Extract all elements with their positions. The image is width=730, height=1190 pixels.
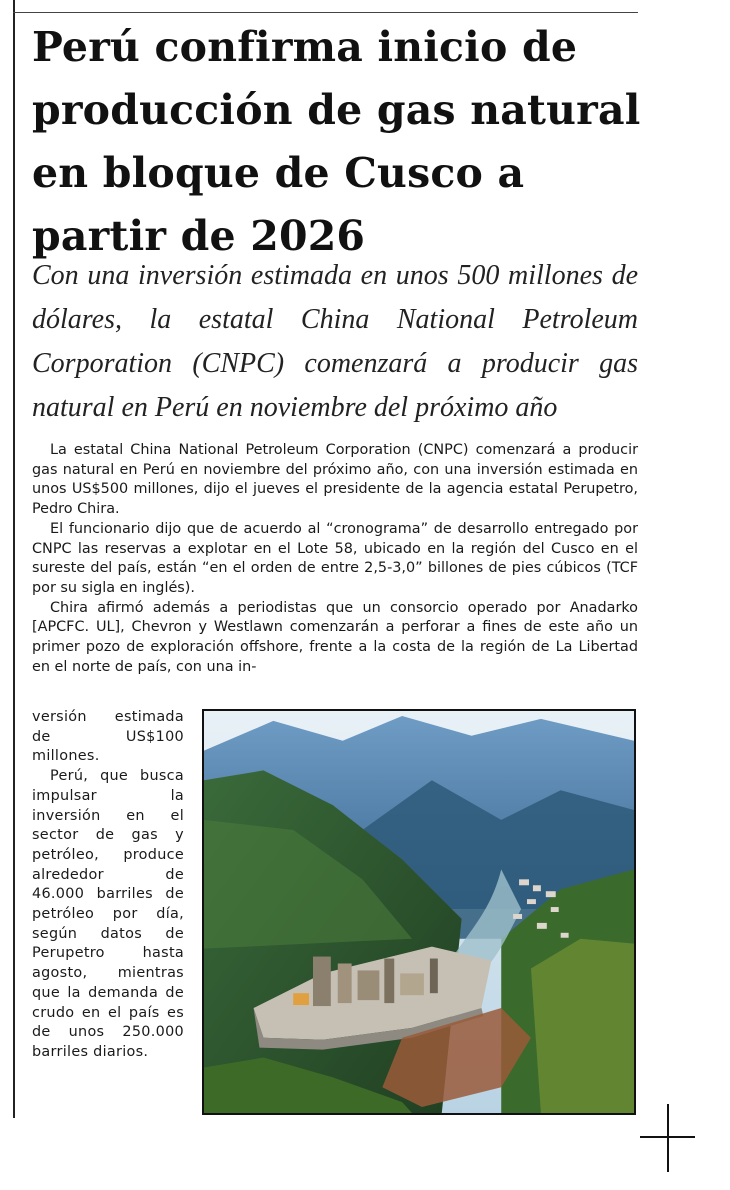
article-photo — [202, 709, 636, 1115]
page-left-rule — [13, 0, 15, 1118]
body-paragraph: El funcionario dijo que de acuerdo al “cronograma” de desarrollo entregado por CNPC las reservas a explotar en el Lote 58, ubicado en la región del Cusco en el sureste del país, están “en el orden de entre 2,5-3,0” billones de pies cúbicos (TCF por su sigla en inglés). — [32, 520, 638, 596]
body-paragraph: Chira afirmó además a periodistas que un consorcio operado por Anadarko [APCFC. UL], Chevron y Westlawn comenzarán a perforar a fines de este año un primer pozo de exploración offshore, frente a la costa de la región de La Libertad en el norte de país, con una in- — [32, 599, 638, 675]
article-subheadline: Con una inversión estimada en unos 500 millones de dólares, la estatal China National Petroleum Corporation (CNPC) comenzará a producir gas natural en Perú en noviembre del próximo año — [32, 260, 638, 423]
body-paragraph: Perú, que busca impulsar la inversión en el sector de gas y petróleo, produce alrededor de 46.000 barriles de petróleo por día, según datos de Perupetro hasta agosto, mientras que la demanda de crudo en el país es de unos 250.000 barriles diarios. — [32, 768, 184, 1060]
photo-right-foliage — [531, 939, 634, 1113]
body-paragraph: La estatal China National Petroleum Corporation (CNPC) comenzará a producir gas natural en Perú en noviembre del próximo año, con una inversión estimada en unos US$500 millones, dijo el jueves el presidente de la agencia estatal Perupetro, Pedro Chira. — [32, 442, 638, 518]
article-body — [32, 441, 638, 677]
gas-plant-valley-image — [204, 711, 634, 1113]
page-top-rule — [13, 12, 638, 13]
article-body-column — [32, 708, 184, 1063]
body-paragraph-continued: versión estimada de US$100 millones. — [32, 709, 184, 765]
crop-mark-vertical — [667, 1104, 669, 1172]
article-headline: Perú confirma inicio de producción de gas natural en bloque de Cusco a partir de 2026 — [32, 23, 641, 260]
